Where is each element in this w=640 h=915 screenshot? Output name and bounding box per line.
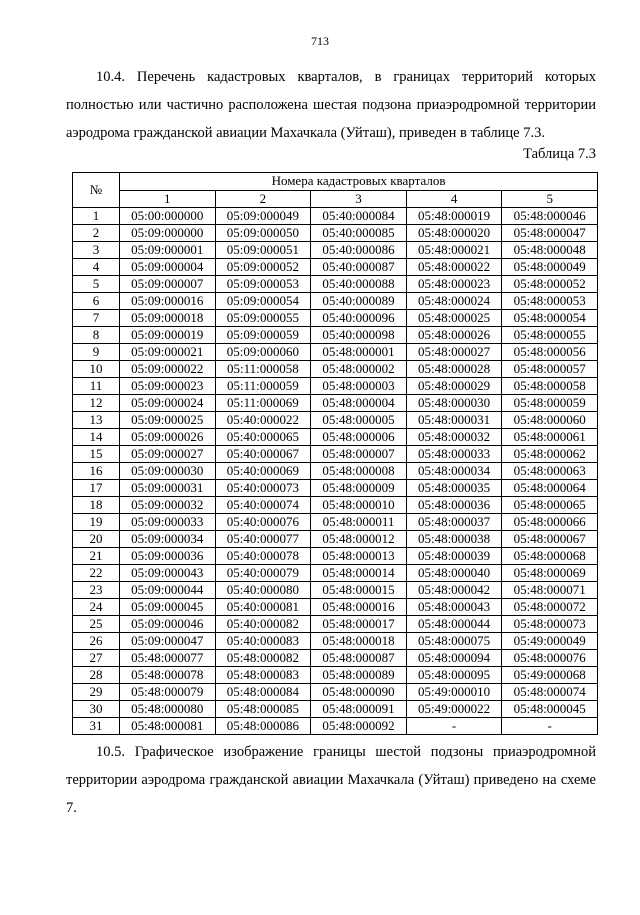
cadastral-number-cell: 05:48:000075	[406, 633, 502, 650]
cadastral-number-cell: 05:48:000029	[406, 378, 502, 395]
cadastral-number-cell: 05:48:000040	[406, 565, 502, 582]
cadastral-number-cell: 05:48:000036	[406, 497, 502, 514]
cadastral-number-cell: 05:48:000008	[311, 463, 407, 480]
table-row	[73, 344, 598, 361]
cadastral-number-cell: 05:09:000060	[215, 344, 311, 361]
table-row	[73, 548, 598, 565]
cadastral-number-cell: 05:40:000096	[311, 310, 407, 327]
cadastral-number-cell: 05:48:000044	[406, 616, 502, 633]
row-number-cell: 11	[73, 378, 120, 395]
cadastral-number-cell: 05:40:000089	[311, 293, 407, 310]
cadastral-number-cell: 05:09:000034	[120, 531, 216, 548]
cadastral-number-cell: 05:09:000054	[215, 293, 311, 310]
table-row	[73, 582, 598, 599]
cadastral-number-cell: 05:48:000059	[502, 395, 598, 412]
cadastral-number-cell: 05:48:000047	[502, 225, 598, 242]
cadastral-number-cell: 05:49:000010	[406, 684, 502, 701]
cadastral-number-cell: 05:48:000031	[406, 412, 502, 429]
row-number-cell: 24	[73, 599, 120, 616]
cadastral-number-cell: 05:09:000043	[120, 565, 216, 582]
table-row	[73, 310, 598, 327]
cadastral-number-cell: 05:48:000064	[502, 480, 598, 497]
cadastral-number-cell: 05:48:000084	[215, 684, 311, 701]
cadastral-number-cell: 05:48:000079	[120, 684, 216, 701]
cadastral-number-cell: 05:48:000095	[406, 667, 502, 684]
cadastral-number-cell: 05:48:000018	[311, 633, 407, 650]
cadastral-number-cell: 05:09:000032	[120, 497, 216, 514]
cadastral-number-cell: 05:48:000038	[406, 531, 502, 548]
cadastral-number-cell: 05:48:000019	[406, 208, 502, 225]
cadastral-number-cell: 05:48:000028	[406, 361, 502, 378]
cadastral-number-cell: 05:09:000019	[120, 327, 216, 344]
table-row	[73, 480, 598, 497]
header-group: Номера кадастровых кварталов	[120, 173, 598, 191]
row-number-cell: 17	[73, 480, 120, 497]
table-row	[73, 531, 598, 548]
cadastral-number-cell: 05:48:000035	[406, 480, 502, 497]
table-row	[73, 293, 598, 310]
cadastral-number-cell: 05:48:000007	[311, 446, 407, 463]
row-number-cell: 12	[73, 395, 120, 412]
cadastral-number-cell: 05:40:000086	[311, 242, 407, 259]
cadastral-number-cell: 05:09:000018	[120, 310, 216, 327]
cadastral-number-cell: 05:48:000066	[502, 514, 598, 531]
cadastral-number-cell: 05:40:000083	[215, 633, 311, 650]
table-row	[73, 361, 598, 378]
cadastral-number-cell: 05:48:000032	[406, 429, 502, 446]
cadastral-number-cell: 05:48:000027	[406, 344, 502, 361]
cadastral-number-cell: 05:40:000065	[215, 429, 311, 446]
cadastral-number-cell: 05:48:000078	[120, 667, 216, 684]
cadastral-number-cell: 05:40:000079	[215, 565, 311, 582]
cadastral-number-cell: 05:48:000065	[502, 497, 598, 514]
table-row	[73, 208, 598, 225]
cadastral-number-cell: 05:40:000069	[215, 463, 311, 480]
cadastral-number-cell: 05:09:000046	[120, 616, 216, 633]
cadastral-number-cell: 05:48:000023	[406, 276, 502, 293]
row-number-cell: 27	[73, 650, 120, 667]
cadastral-number-cell: 05:09:000025	[120, 412, 216, 429]
cadastral-number-cell: 05:48:000071	[502, 582, 598, 599]
column-header: 2	[215, 190, 311, 208]
cadastral-number-cell: 05:49:000049	[502, 633, 598, 650]
cadastral-number-cell: 05:48:000003	[311, 378, 407, 395]
cadastral-number-cell: 05:48:000015	[311, 582, 407, 599]
cadastral-number-cell: 05:48:000057	[502, 361, 598, 378]
cadastral-number-cell: 05:09:000045	[120, 599, 216, 616]
cadastral-number-cell: 05:09:000053	[215, 276, 311, 293]
page-number: 713	[311, 34, 329, 48]
cadastral-number-cell: 05:48:000030	[406, 395, 502, 412]
cadastral-number-cell: 05:48:000055	[502, 327, 598, 344]
cadastral-number-cell: 05:49:000068	[502, 667, 598, 684]
cadastral-number-cell: 05:09:000007	[120, 276, 216, 293]
cadastral-number-cell: 05:11:000059	[215, 378, 311, 395]
cadastral-quarters-table	[72, 172, 598, 735]
cadastral-number-cell: 05:40:000076	[215, 514, 311, 531]
cadastral-number-cell: 05:48:000060	[502, 412, 598, 429]
table-row	[73, 276, 598, 293]
row-number-cell: 16	[73, 463, 120, 480]
row-number-cell: 8	[73, 327, 120, 344]
cadastral-number-cell: 05:40:000084	[311, 208, 407, 225]
cadastral-number-cell: -	[502, 718, 598, 735]
cadastral-number-cell: 05:40:000078	[215, 548, 311, 565]
cadastral-number-cell: 05:48:000092	[311, 718, 407, 735]
cadastral-number-cell: 05:48:000053	[502, 293, 598, 310]
cadastral-number-cell: 05:48:000049	[502, 259, 598, 276]
cadastral-number-cell: 05:48:000009	[311, 480, 407, 497]
column-header: 3	[311, 190, 407, 208]
row-number-cell: 29	[73, 684, 120, 701]
paragraph-10-5: 10.5. Графическое изображение границы шестой подзоны приаэродромной территории аэродрома гражданской авиации Махачкала (Уйташ) приведено на схеме 7.	[66, 744, 596, 816]
cadastral-number-cell: 05:09:000024	[120, 395, 216, 412]
cadastral-number-cell: 05:40:000082	[215, 616, 311, 633]
cadastral-number-cell: 05:09:000047	[120, 633, 216, 650]
cadastral-number-cell: 05:09:000036	[120, 548, 216, 565]
cadastral-number-cell: 05:48:000020	[406, 225, 502, 242]
cadastral-number-cell: 05:40:000074	[215, 497, 311, 514]
row-number-cell: 30	[73, 701, 120, 718]
cadastral-number-cell: 05:48:000042	[406, 582, 502, 599]
table-row	[73, 429, 598, 446]
cadastral-number-cell: 05:09:000001	[120, 242, 216, 259]
row-number-cell: 26	[73, 633, 120, 650]
row-number-cell: 15	[73, 446, 120, 463]
cadastral-number-cell: 05:40:000080	[215, 582, 311, 599]
table-row	[73, 667, 598, 684]
cadastral-number-cell: 05:48:000058	[502, 378, 598, 395]
cadastral-number-cell: 05:48:000046	[502, 208, 598, 225]
cadastral-number-cell: 05:48:000077	[120, 650, 216, 667]
cadastral-number-cell: 05:09:000016	[120, 293, 216, 310]
cadastral-number-cell: 05:09:000027	[120, 446, 216, 463]
cadastral-number-cell: 05:48:000013	[311, 548, 407, 565]
cadastral-number-cell: 05:09:000031	[120, 480, 216, 497]
table-row	[73, 242, 598, 259]
cadastral-number-cell: 05:48:000022	[406, 259, 502, 276]
cadastral-number-cell: 05:48:000005	[311, 412, 407, 429]
cadastral-number-cell: 05:48:000045	[502, 701, 598, 718]
cadastral-number-cell: 05:48:000017	[311, 616, 407, 633]
cadastral-number-cell: 05:09:000049	[215, 208, 311, 225]
cadastral-number-cell: 05:48:000011	[311, 514, 407, 531]
cadastral-number-cell: 05:48:000082	[215, 650, 311, 667]
table-row	[73, 599, 598, 616]
table-row	[73, 514, 598, 531]
row-number-cell: 2	[73, 225, 120, 242]
row-number-cell: 13	[73, 412, 120, 429]
row-number-cell: 4	[73, 259, 120, 276]
table-row	[73, 412, 598, 429]
cadastral-number-cell: 05:09:000030	[120, 463, 216, 480]
cadastral-number-cell: 05:40:000087	[311, 259, 407, 276]
row-number-cell: 21	[73, 548, 120, 565]
table-row	[73, 718, 598, 735]
table-row	[73, 650, 598, 667]
cadastral-number-cell: 05:11:000069	[215, 395, 311, 412]
cadastral-number-cell: 05:40:000067	[215, 446, 311, 463]
column-header: 4	[406, 190, 502, 208]
header-number: №	[73, 173, 120, 208]
cadastral-number-cell: 05:40:000077	[215, 531, 311, 548]
cadastral-number-cell: 05:48:000012	[311, 531, 407, 548]
cadastral-number-cell: 05:48:000043	[406, 599, 502, 616]
table-row	[73, 463, 598, 480]
cadastral-number-cell: 05:09:000004	[120, 259, 216, 276]
row-number-cell: 31	[73, 718, 120, 735]
row-number-cell: 22	[73, 565, 120, 582]
table-row	[73, 497, 598, 514]
cadastral-number-cell: 05:09:000044	[120, 582, 216, 599]
cadastral-number-cell: 05:48:000086	[215, 718, 311, 735]
row-number-cell: 19	[73, 514, 120, 531]
cadastral-number-cell: 05:48:000062	[502, 446, 598, 463]
cadastral-number-cell: 05:40:000088	[311, 276, 407, 293]
row-number-cell: 20	[73, 531, 120, 548]
cadastral-number-cell: 05:09:000021	[120, 344, 216, 361]
cadastral-number-cell: 05:48:000034	[406, 463, 502, 480]
row-number-cell: 28	[73, 667, 120, 684]
row-number-cell: 10	[73, 361, 120, 378]
cadastral-number-cell: 05:48:000072	[502, 599, 598, 616]
row-number-cell: 6	[73, 293, 120, 310]
cadastral-number-cell: 05:48:000033	[406, 446, 502, 463]
cadastral-number-cell: 05:09:000000	[120, 225, 216, 242]
table-row	[73, 701, 598, 718]
cadastral-number-cell: 05:48:000061	[502, 429, 598, 446]
cadastral-number-cell: 05:48:000081	[120, 718, 216, 735]
cadastral-number-cell: 05:48:000063	[502, 463, 598, 480]
cadastral-number-cell: 05:09:000052	[215, 259, 311, 276]
table-row	[73, 259, 598, 276]
cadastral-number-cell: 05:48:000039	[406, 548, 502, 565]
cadastral-number-cell: 05:48:000025	[406, 310, 502, 327]
row-number-cell: 3	[73, 242, 120, 259]
cadastral-number-cell: 05:00:000000	[120, 208, 216, 225]
cadastral-number-cell: 05:48:000004	[311, 395, 407, 412]
cadastral-number-cell: 05:48:000090	[311, 684, 407, 701]
cadastral-number-cell: 05:48:000016	[311, 599, 407, 616]
cadastral-number-cell: 05:48:000087	[311, 650, 407, 667]
cadastral-number-cell: 05:48:000037	[406, 514, 502, 531]
cadastral-number-cell: 05:09:000051	[215, 242, 311, 259]
table-row	[73, 684, 598, 701]
cadastral-number-cell: 05:48:000074	[502, 684, 598, 701]
cadastral-number-cell: 05:09:000022	[120, 361, 216, 378]
table-row	[73, 446, 598, 463]
cadastral-number-cell: 05:09:000023	[120, 378, 216, 395]
table-caption: Таблица 7.3	[523, 146, 596, 162]
cadastral-number-cell: 05:48:000001	[311, 344, 407, 361]
cadastral-number-cell: 05:48:000085	[215, 701, 311, 718]
row-number-cell: 5	[73, 276, 120, 293]
cadastral-number-cell: 05:48:000024	[406, 293, 502, 310]
cadastral-number-cell: 05:48:000048	[502, 242, 598, 259]
cadastral-number-cell: 05:48:000021	[406, 242, 502, 259]
cadastral-number-cell: 05:48:000091	[311, 701, 407, 718]
table-row	[73, 633, 598, 650]
cadastral-number-cell: 05:09:000055	[215, 310, 311, 327]
cadastral-number-cell: 05:11:000058	[215, 361, 311, 378]
cadastral-number-cell: 05:48:000094	[406, 650, 502, 667]
cadastral-number-cell: 05:49:000022	[406, 701, 502, 718]
cadastral-number-cell: 05:48:000002	[311, 361, 407, 378]
cadastral-number-cell: 05:40:000073	[215, 480, 311, 497]
table-row	[73, 565, 598, 582]
row-number-cell: 1	[73, 208, 120, 225]
row-number-cell: 7	[73, 310, 120, 327]
cadastral-number-cell: 05:48:000026	[406, 327, 502, 344]
cadastral-number-cell: 05:09:000050	[215, 225, 311, 242]
cadastral-number-cell: 05:40:000098	[311, 327, 407, 344]
cadastral-number-cell: 05:48:000089	[311, 667, 407, 684]
cadastral-number-cell: 05:09:000059	[215, 327, 311, 344]
row-number-cell: 18	[73, 497, 120, 514]
cadastral-number-cell: 05:48:000056	[502, 344, 598, 361]
table-row	[73, 378, 598, 395]
cadastral-number-cell: -	[406, 718, 502, 735]
cadastral-number-cell: 05:48:000083	[215, 667, 311, 684]
row-number-cell: 9	[73, 344, 120, 361]
cadastral-number-cell: 05:09:000033	[120, 514, 216, 531]
cadastral-number-cell: 05:48:000054	[502, 310, 598, 327]
cadastral-number-cell: 05:40:000085	[311, 225, 407, 242]
cadastral-number-cell: 05:48:000006	[311, 429, 407, 446]
cadastral-number-cell: 05:40:000022	[215, 412, 311, 429]
cadastral-number-cell: 05:09:000026	[120, 429, 216, 446]
row-number-cell: 25	[73, 616, 120, 633]
table-row	[73, 327, 598, 344]
cadastral-number-cell: 05:48:000010	[311, 497, 407, 514]
row-number-cell: 23	[73, 582, 120, 599]
column-header: 1	[120, 190, 216, 208]
column-header: 5	[502, 190, 598, 208]
cadastral-number-cell: 05:48:000014	[311, 565, 407, 582]
table-row	[73, 616, 598, 633]
cadastral-number-cell: 05:48:000068	[502, 548, 598, 565]
cadastral-number-cell: 05:48:000067	[502, 531, 598, 548]
cadastral-number-cell: 05:48:000052	[502, 276, 598, 293]
paragraph-10-4: 10.4. Перечень кадастровых кварталов, в границах территорий которых полностью или частично расположена шестая подзона приаэродромной территории аэродрома гражданской авиации Махачкала (Уйташ), приведен в таблице 7.3.	[66, 69, 596, 141]
table-row	[73, 395, 598, 412]
cadastral-number-cell: 05:48:000076	[502, 650, 598, 667]
cadastral-number-cell: 05:48:000080	[120, 701, 216, 718]
cadastral-number-cell: 05:48:000073	[502, 616, 598, 633]
row-number-cell: 14	[73, 429, 120, 446]
table-row	[73, 225, 598, 242]
cadastral-number-cell: 05:48:000069	[502, 565, 598, 582]
cadastral-number-cell: 05:40:000081	[215, 599, 311, 616]
